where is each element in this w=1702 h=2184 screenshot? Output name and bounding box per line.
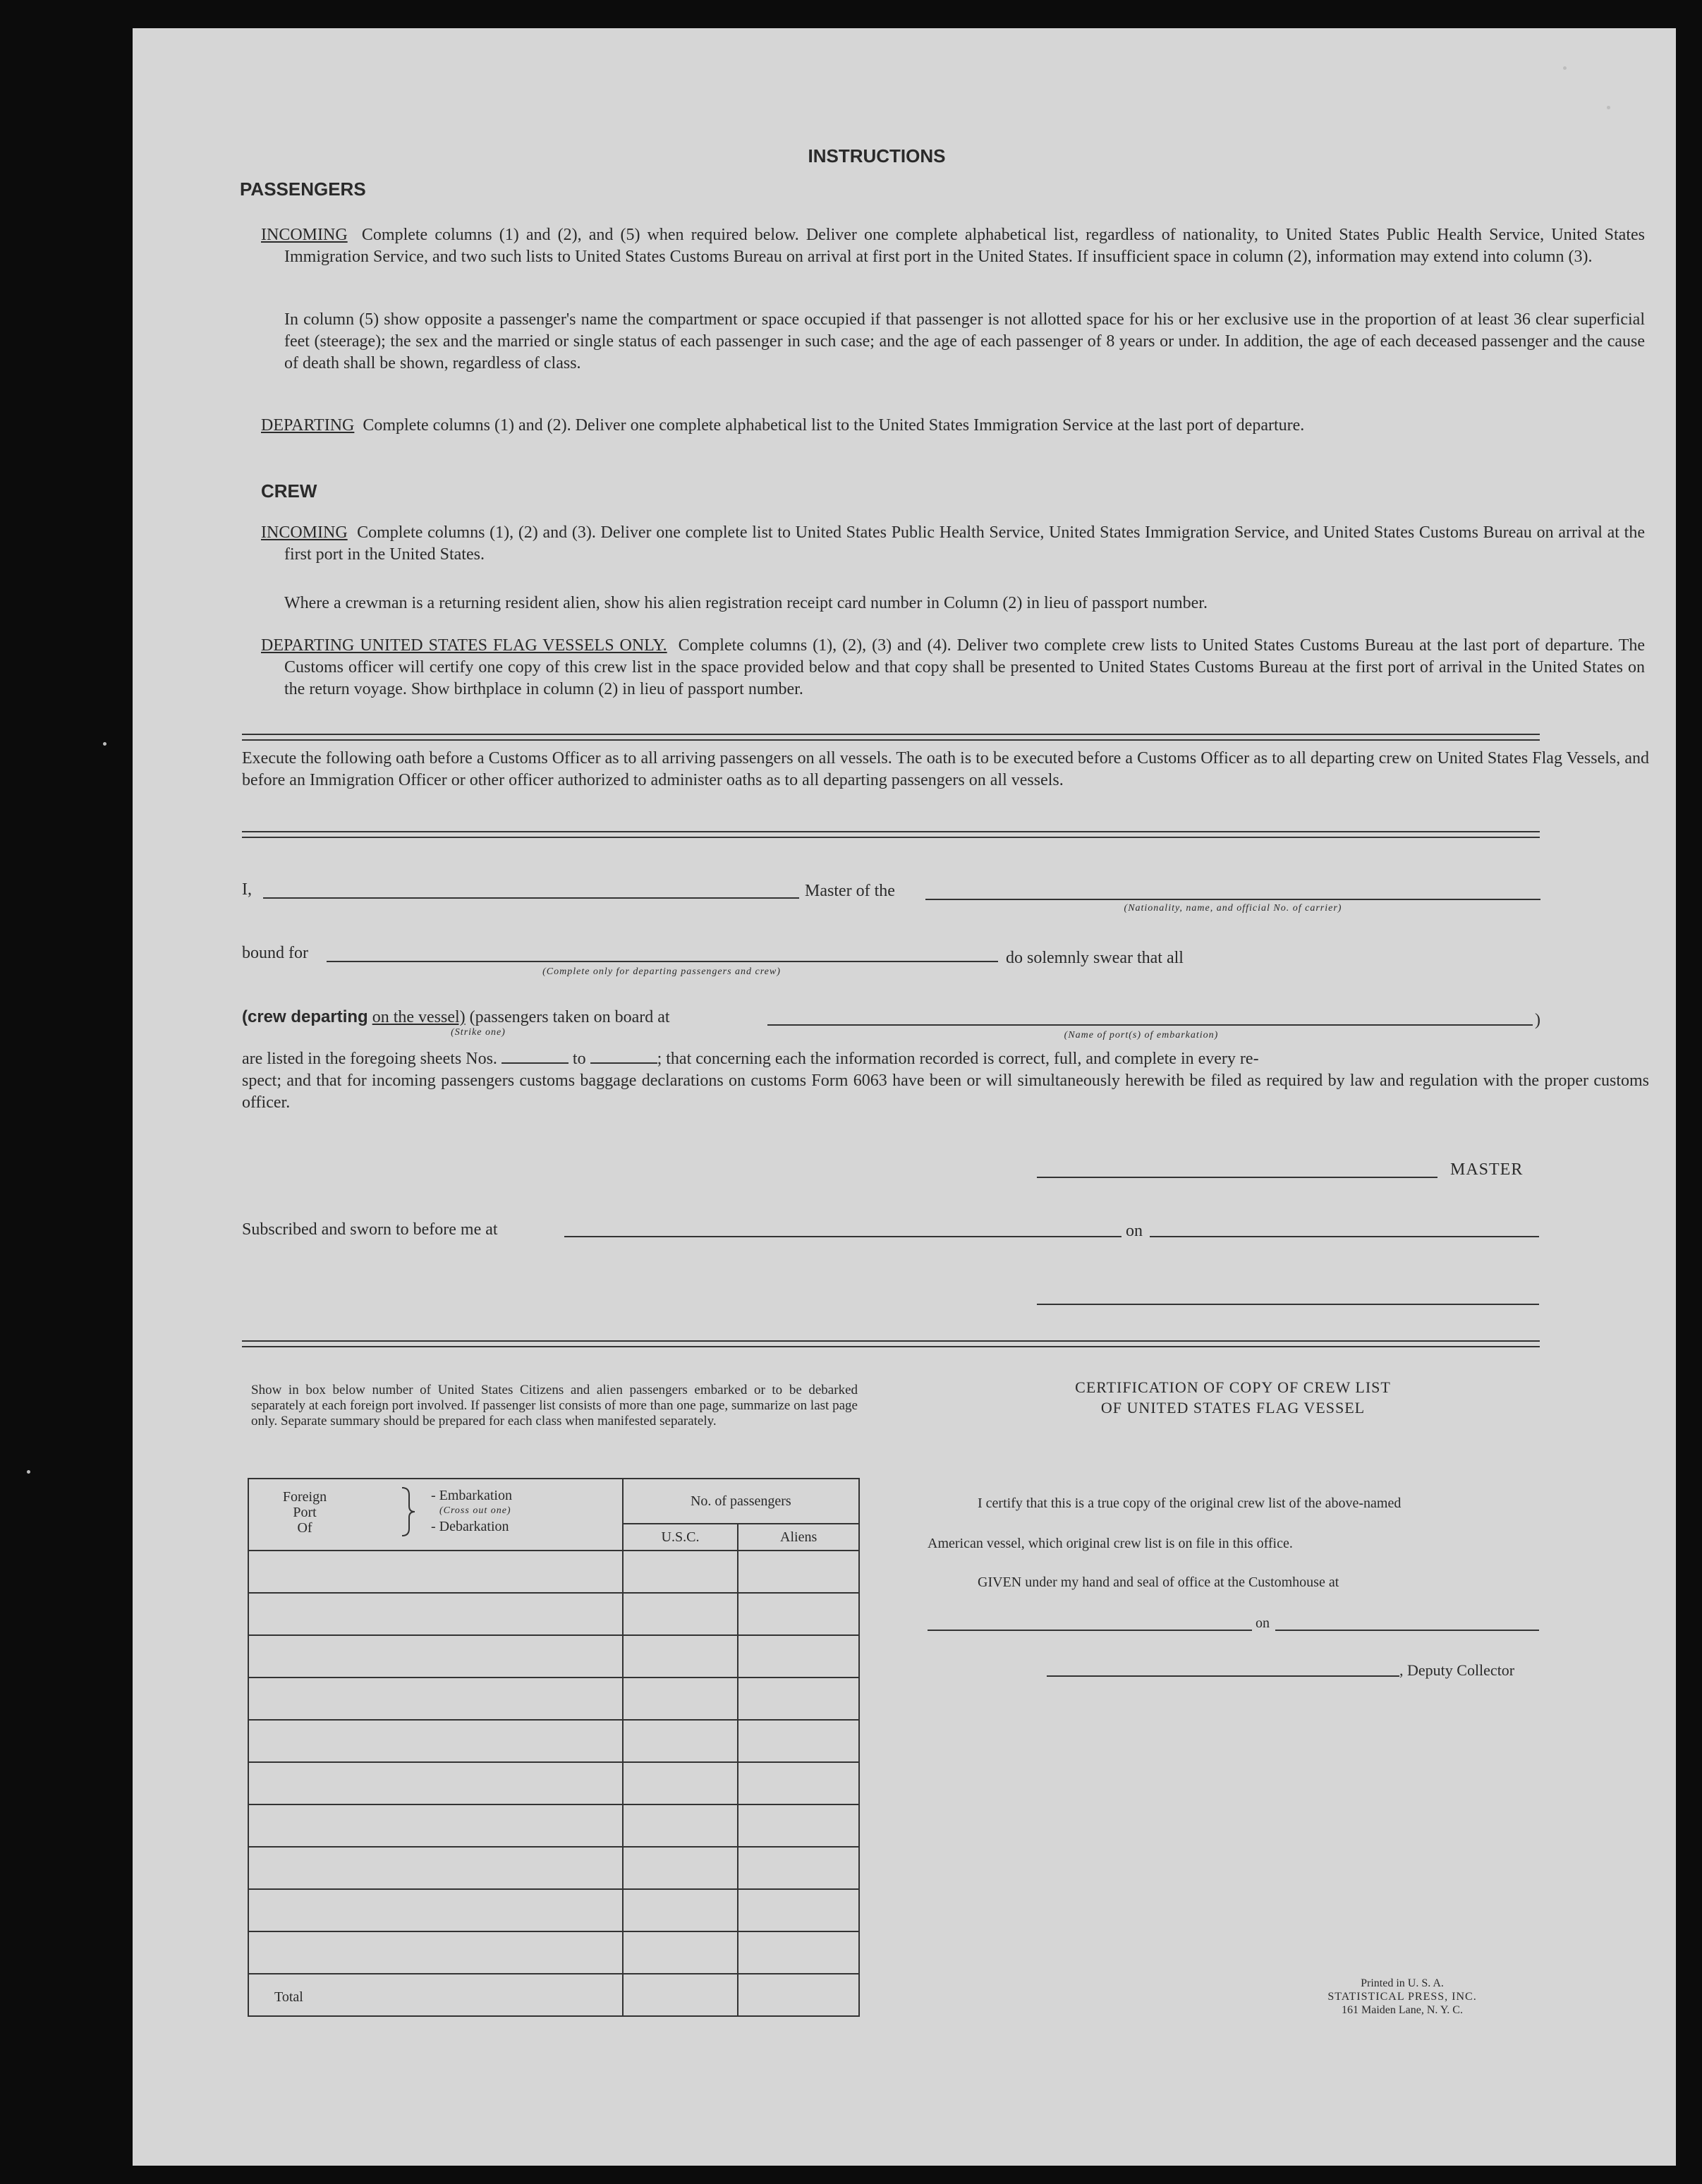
departing-us-paragraph — [261, 635, 1645, 700]
certification-title — [1035, 1377, 1430, 1418]
table-row — [248, 1931, 859, 1974]
port-cell[interactable] — [248, 1762, 623, 1804]
listed-suffix: ; that concerning each the information recorded is correct, full, and complete in every re- — [657, 1050, 1259, 1068]
sheet-from-field[interactable] — [502, 1051, 569, 1064]
port-cell[interactable] — [248, 1720, 623, 1762]
aliens-cell[interactable] — [738, 1931, 859, 1974]
passengers-incoming-paragraph — [261, 224, 1645, 268]
crew-incoming-paragraph — [261, 522, 1645, 566]
complete-only-caption: (Complete only for departing passengers and crew) — [542, 966, 781, 977]
master-of-the-label: Master of the — [805, 882, 895, 900]
customhouse-field[interactable] — [928, 1630, 1252, 1631]
on-the-vessel-label: on the vessel) — [372, 1008, 466, 1026]
port-cell[interactable] — [248, 1889, 623, 1931]
aliens-cell[interactable] — [738, 1551, 859, 1593]
aliens-cell[interactable] — [738, 1720, 859, 1762]
given-label: GIVEN under my hand and seal of office at the Customhouse at — [978, 1575, 1339, 1590]
crew-incoming-label: INCOMING — [261, 523, 348, 542]
certification-date-field[interactable] — [1275, 1630, 1539, 1631]
deputy-collector-signature-field[interactable] — [1047, 1675, 1399, 1677]
departing-text: Complete columns (1) and (2). Deliver one complete alphabetical list to the United States Immigration Service at the last port of departure. — [363, 416, 1305, 435]
port-cell[interactable] — [248, 1678, 623, 1720]
close-paren: ) — [1535, 1011, 1540, 1029]
printer-line1: Printed in U. S. A. — [1361, 1977, 1444, 1989]
listed-rest-text: spect; and that for incoming passengers customs baggage declarations on customs Form 6063 have been or will simultaneously herewith be filed as required by law and regulation with the proper customs officer. — [242, 1072, 1649, 1112]
debarkation-label: - Debarkation — [431, 1519, 509, 1534]
aliens-cell[interactable] — [738, 1762, 859, 1804]
port-cell[interactable] — [248, 1931, 623, 1974]
of-label: Of — [297, 1520, 312, 1536]
crewman-paragraph — [284, 593, 1645, 614]
aliens-cell[interactable] — [738, 1593, 859, 1635]
usc-header: U.S.C. — [623, 1524, 738, 1551]
aliens-cell[interactable] — [738, 1678, 859, 1720]
deputy-collector-label: , Deputy Collector — [1399, 1661, 1515, 1679]
passengers-taken-label: (passengers taken on board at — [469, 1008, 670, 1026]
oath-i-label: I, — [242, 880, 252, 899]
cross-out-caption: (Cross out one) — [439, 1505, 511, 1516]
printer-imprint — [1296, 1977, 1508, 2017]
subscribed-place-field[interactable] — [564, 1236, 1122, 1237]
scan-speck — [103, 742, 107, 746]
form-page — [133, 28, 1676, 2166]
port-cell[interactable] — [248, 1551, 623, 1593]
usc-cell[interactable] — [623, 1678, 738, 1720]
brace-icon — [401, 1486, 416, 1537]
carrier-field[interactable] — [925, 899, 1540, 900]
aliens-cell[interactable] — [738, 1635, 859, 1678]
table-row — [248, 1593, 859, 1635]
crew-heading: CREW — [261, 480, 317, 502]
table-row — [248, 1720, 859, 1762]
table-row — [248, 1635, 859, 1678]
embarkation-label: - Embarkation — [431, 1488, 512, 1503]
oath-intro — [242, 748, 1649, 791]
bound-for-field[interactable] — [327, 961, 998, 962]
incoming-text: Complete columns (1) and (2), and (5) when required below. Deliver one complete alphabetical list, regardless of nationality, to United States Public Health Service, United States Immigration Service, and two such lists to United States Customs Bureau on arrival at first port in the United States. If insufficient space in column (2), information may extend into column (3). — [284, 226, 1645, 266]
port-of-embarkation-field[interactable] — [767, 1024, 1533, 1026]
passenger-summary-table — [248, 1478, 860, 2017]
bound-for-label: bound for — [242, 944, 308, 962]
aliens-header: Aliens — [738, 1524, 859, 1551]
departing-us-text: Complete columns (1), (2), (3) and (4). Deliver two complete crew lists to United States Customs Bureau at the last port of departure. The Customs officer will certify one copy of this crew list in the space provided below and that copy shall be presented to United States Customs Bureau at the first port of arrival in the United States on the return voyage. Show birthplace in column (2) in lieu of passport number. — [284, 636, 1646, 698]
divider-1 — [242, 734, 1540, 741]
usc-cell[interactable] — [623, 1551, 738, 1593]
listed-rest — [242, 1070, 1649, 1114]
total-row — [248, 1974, 859, 2016]
usc-cell[interactable] — [623, 1889, 738, 1931]
certify-line2: American vessel, which original crew list is on file in this office. — [928, 1536, 1293, 1551]
printer-line2: STATISTICAL PRESS, INC. — [1327, 1991, 1477, 2003]
port-cell[interactable] — [248, 1593, 623, 1635]
crew-departing-label: (crew departing — [242, 1007, 368, 1026]
port-cell[interactable] — [248, 1804, 623, 1847]
crewman-text: Where a crewman is a returning resident alien, show his alien registration receipt card number in Column (2) in lieu of passport number. — [284, 594, 1208, 612]
port-cell[interactable] — [248, 1847, 623, 1889]
certification-title-line1: CERTIFICATION OF COPY OF CREW LIST — [1075, 1378, 1391, 1396]
total-usc-cell[interactable] — [623, 1974, 738, 2016]
departing-label: DEPARTING — [261, 416, 355, 435]
officer-signature-field[interactable] — [1037, 1304, 1539, 1305]
passengers-heading: PASSENGERS — [240, 178, 366, 200]
crew-incoming-text: Complete columns (1), (2) and (3). Deliver one complete list to United States Public Health Service, United States Immigration Service, and United States Customs Bureau on arrival at the first port in the United States. — [284, 523, 1645, 564]
certification-title-line2: OF UNITED STATES FLAG VESSEL — [1100, 1399, 1366, 1416]
table-row — [248, 1678, 859, 1720]
scan-speck — [1607, 106, 1610, 109]
scan-speck — [27, 1470, 30, 1474]
table-row — [248, 1551, 859, 1593]
table-row — [248, 1762, 859, 1804]
total-aliens-cell[interactable] — [738, 1974, 859, 2016]
aliens-cell[interactable] — [738, 1889, 859, 1931]
scan-speck — [1563, 66, 1567, 70]
instructions-title: INSTRUCTIONS — [808, 145, 946, 166]
total-label-cell — [248, 1974, 623, 2016]
usc-cell[interactable] — [623, 1931, 738, 1974]
name-of-ports-caption: (Name of port(s) of embarkation) — [1064, 1030, 1219, 1041]
summary-intro-text: Show in box below number of United States Citizens and alien passengers embarked or to be debarked separately at each foreign port involved. If passenger list consists of more than one page, summarize on last page only. Separate summary should be prepared for each class when manifested separately. — [251, 1383, 858, 1428]
usc-cell[interactable] — [623, 1720, 738, 1762]
usc-cell[interactable] — [623, 1635, 738, 1678]
table-row — [248, 1889, 859, 1931]
listed-prefix: are listed in the foregoing sheets Nos. — [242, 1050, 497, 1068]
master-signature-field[interactable] — [1037, 1177, 1437, 1178]
usc-cell[interactable] — [623, 1804, 738, 1847]
port-label: Port — [293, 1505, 317, 1520]
crew-departing-row — [242, 1007, 670, 1027]
summary-intro — [251, 1383, 858, 1429]
usc-cell[interactable] — [623, 1593, 738, 1635]
to-label: to — [572, 1050, 586, 1068]
departing-us-label: DEPARTING UNITED STATES FLAG VESSELS ONLY. — [261, 636, 667, 655]
foreign-port-header-cell — [248, 1479, 623, 1551]
foreign-label: Foreign — [282, 1489, 327, 1505]
aliens-cell[interactable] — [738, 1847, 859, 1889]
column5-text: In column (5) show opposite a passenger's name the compartment or space occupied if that passenger is not allotted space for his or her exclusive use in the proportion of at least 36 clear superficial feet (steerage); the sex and the married or single status of each passenger in such case; and the age of each passenger of 8 years or under. In addition, the age of each deceased passenger and the cause of death shall be shown, regardless of class. — [284, 310, 1645, 372]
sheet-to-field[interactable] — [590, 1051, 657, 1064]
printer-line3: 161 Maiden Lane, N. Y. C. — [1342, 2004, 1463, 2016]
subscribed-label: Subscribed and sworn to before me at — [242, 1220, 498, 1239]
usc-cell[interactable] — [623, 1847, 738, 1889]
divider-2 — [242, 831, 1540, 838]
aliens-cell[interactable] — [738, 1804, 859, 1847]
certify-line1: I certify that this is a true copy of the original crew list of the above-named — [978, 1496, 1402, 1511]
divider-3 — [242, 1340, 1540, 1347]
master-label: MASTER — [1450, 1160, 1524, 1179]
subscribed-on-label: on — [1126, 1222, 1143, 1240]
oath-name-field[interactable] — [263, 897, 799, 899]
do-solemnly-label: do solemnly swear that all — [1006, 949, 1184, 967]
oath-intro-text: Execute the following oath before a Customs Officer as to all arriving passengers on all vessels. The oath is to be executed before a Customs Officer as to all departing crew on United States Flag Vessels, and before an Immigration Officer or other officer authorized to administer oaths as to all departing passengers on all vessels. — [242, 749, 1649, 789]
column5-paragraph — [284, 309, 1645, 375]
passengers-departing-paragraph — [261, 415, 1645, 437]
subscribed-date-field[interactable] — [1150, 1236, 1539, 1237]
usc-cell[interactable] — [623, 1762, 738, 1804]
nationality-caption: (Nationality, name, and official No. of carrier) — [1124, 903, 1342, 914]
incoming-label: INCOMING — [261, 226, 348, 244]
port-cell[interactable] — [248, 1635, 623, 1678]
no-of-passengers-header: No. of passengers — [623, 1479, 859, 1524]
listed-line-1 — [242, 1048, 1649, 1070]
table-row — [248, 1847, 859, 1889]
strike-one-caption: (Strike one) — [451, 1027, 506, 1038]
table-row — [248, 1804, 859, 1847]
certification-on-label: on — [1256, 1615, 1270, 1631]
total-label: Total — [274, 1989, 303, 2005]
